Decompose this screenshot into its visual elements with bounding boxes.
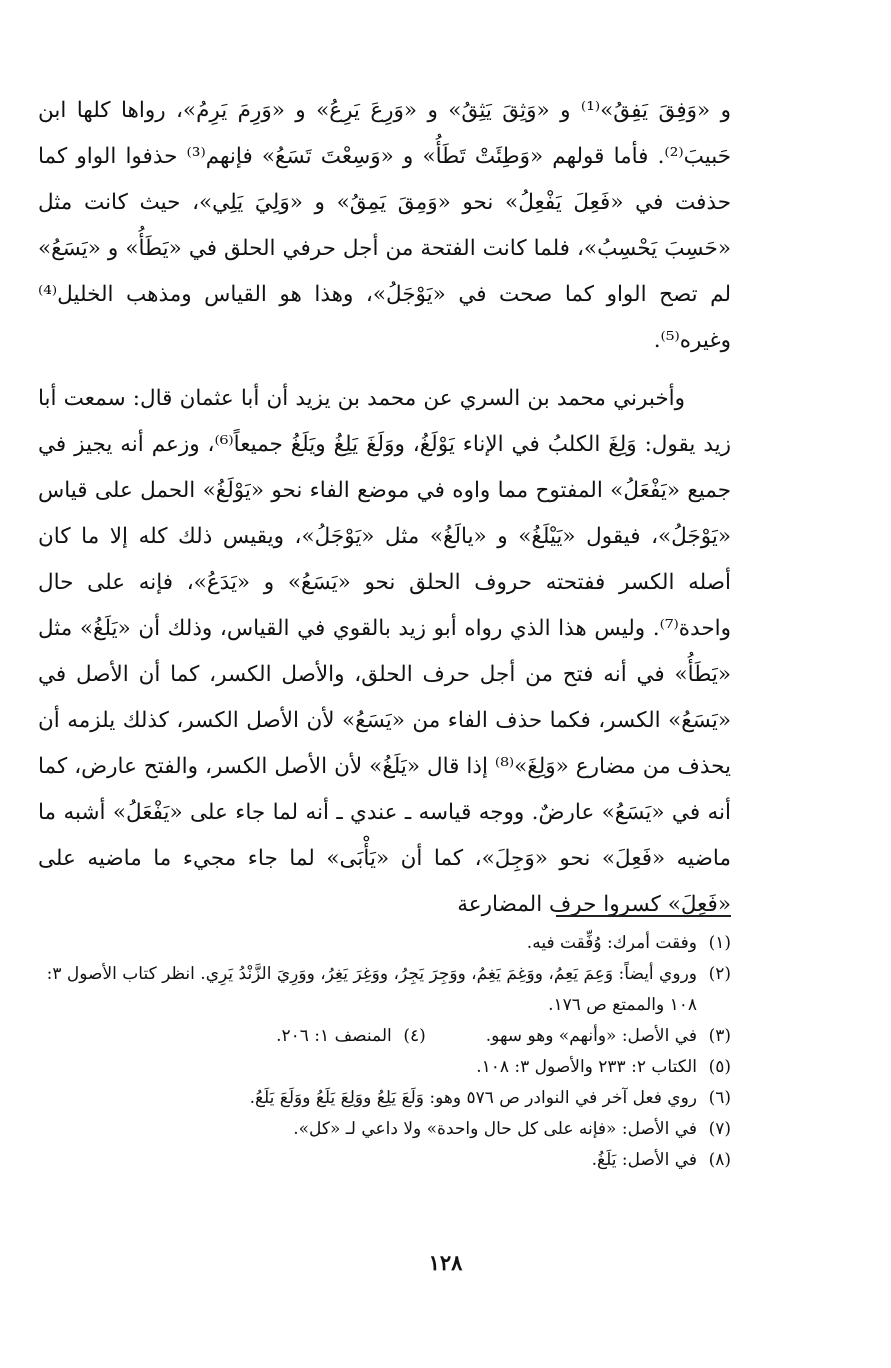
paragraph-2: وأخبرني محمد بن السري عن محمد بن يزيد أن أبا عثمان قال: سمعت أبا زيد يقول: وَلِغَ الكلبُ في الإناء يَوْلَغُ، ووَلَغَ يَلِغُ ويَلَغُ جميعاً⁽⁶⁾، وزعم أنه يجيز في جميع «يَفْعَلُ» المفتوح مما واوه في موضع الفاء نحو «يَوْلَغُ» الحمل على قياس «يَوْجَلُ»، فيقول «يَيْلَغُ» و «يالَغُ» مثل «يَوْجَلُ»، ويقيس ذلك كله إلا ما كان أصله الكسر ففتحته حروف الحلق نحو «يَسَعُ» و «يَدَعُ»، فإنه على حال واحدة⁽⁷⁾. وليس هذا الذي رواه أبو زيد بالقوي في القياس، وذلك أن «يَلَغُ» مثل «يَطَأُ» في أنه فتح من أجل حرف الحلق، والأصل الكسر، كما أن الأصل في «يَسَعُ» الكسر، فكما حذف الفاء من «يَسَعُ» لأن الأصل الكسر، كذلك يلزمه أن يحذف من مضارع «وَلِغَ»⁽⁸⁾ إذا قال «يَلَغُ» لأن الأصل الكسر، والفتح عارض، كما أنه في «يَسَعُ» عارضٌ. ووجه قياسه ـ عندي ـ أنه لما جاء على «يَفْعَلُ» أشبه ما ماضيه «فَعِلَ» نحو «وَجِلَ»، كما أن «يَأْبَى» لما جاء مجيء ما ماضيه على «فَعِلَ» كسروا حرف المضارعة: [38, 386, 731, 917]
footnote-text: في الأصل: يَلَغُ.: [591, 1150, 697, 1170]
footnote-text: الكتاب ٢: ٢٣٣ والأصول ٣: ١٠٨.: [476, 1057, 697, 1077]
footnote-number: (٢): [708, 964, 731, 984]
footnote-number: (٧): [708, 1119, 731, 1139]
footnote-5: [38, 1052, 731, 1083]
main-text: [38, 88, 731, 928]
footnote-number: (٨): [708, 1150, 731, 1170]
footnote-3: [486, 1021, 731, 1052]
footnote-row-3-4: [38, 1021, 731, 1052]
page-number: ١٢٨: [428, 1250, 463, 1275]
footnote-2: [38, 959, 731, 1021]
footnote-number: (٣): [708, 1026, 731, 1046]
footnote-divider: [556, 915, 731, 917]
footnote-number: (١): [708, 933, 731, 953]
footnote-text: في الأصل: «فإنه على كل حال واحدة» ولا داعي لـ «كل».: [293, 1119, 697, 1139]
paragraph-1: و «وَفِقَ يَفِقُ»⁽¹⁾ و «وَثِقَ يَثِقُ» و «وَرِعَ يَرِعُ» و «وَرِمَ يَرِمُ»، رواها كلها ابن حَبيبَ⁽²⁾. فأما قولهم «وَطِئَتْ تَطَأُ» و «وَسِعْتَ تَسَعُ» فإنهم⁽³⁾ حذفوا الواو كما حذفت في «فَعِلَ يَفْعِلُ» نحو «وَمِقَ يَمِقُ» و «وَلِيَ يَلِي»، حيث كانت مثل «حَسِبَ يَحْسِبُ»، فلما كانت الفتحة من أجل حرفي الحلق في «يَطَأُ» و «يَسَعُ» لم تصح الواو كما صحت في «يَوْجَلُ»، وهذا هو القياس ومذهب الخليل⁽⁴⁾ وغيره⁽⁵⁾.: [38, 98, 731, 353]
footnote-number: (٦): [708, 1088, 731, 1108]
footnote-6: [38, 1083, 731, 1114]
footnote-text: وفقت أمرك: وُفِّقت فيه.: [526, 933, 697, 953]
footnote-4: [276, 1021, 426, 1052]
footnote-text: روي فعل آخر في النوادر ص ٥٧٦ وهو: وَلَعَ يَلِعُ ووَلِعَ يَلَعُ ووَلَعَ يَلَعُ.: [249, 1088, 697, 1108]
footnote-text: المنصف ١: ٢٠٦.: [276, 1026, 392, 1046]
footnote-number: (٥): [708, 1057, 731, 1077]
footnote-1: [38, 928, 731, 959]
footnotes: [38, 928, 731, 1176]
footnote-number: (٤): [403, 1026, 426, 1046]
footnote-8: [38, 1145, 731, 1176]
footnote-7: [38, 1114, 731, 1145]
footnote-text: في الأصل: «وأنهم» وهو سهو.: [485, 1026, 697, 1046]
footnote-text: وروي أيضاً: وَعِمَ يَعِمُ، ووَغِمَ يَغِمُ، ووَجِرَ يَجِرُ، ووَغِرَ يَغِرُ، ووَرِيَ الزَّنْدُ يَرِي. انظر كتاب الأصول ٣: ١٠٨ والممتع ص ١٧٦.: [46, 964, 697, 1015]
